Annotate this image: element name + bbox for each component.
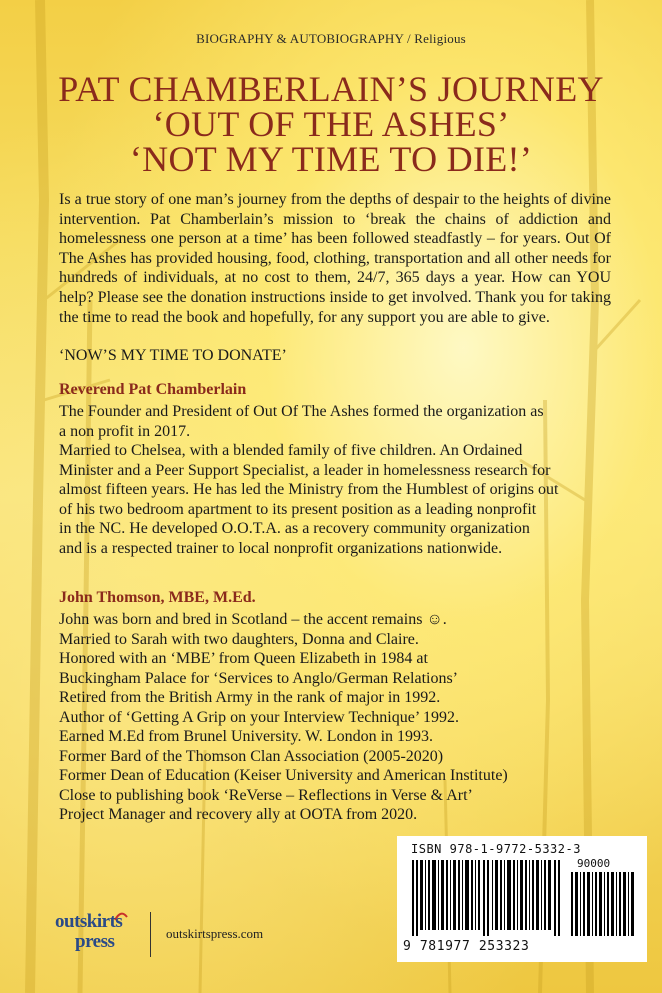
logo-divider [150, 912, 151, 957]
blurb-text: Is a true story of one man’s journey from the depths of despair to the heights of divine intervention. Pat Chamberlain’s mission to ‘break the chains of addiction and homelessness one person at a time’ has been followed steadfastly – for years. Out Of The Ashes has provided housing, food, clothing, transportation and all other needs for hundreds of individuals, at no cost to them, 24/7, 365 days a year. How can YOU help? Please see the donation instructions inside to get involved. Thank you for taking the time to read the book and hopefully, for any support you are able to give. [59, 191, 611, 326]
bio-line: Retired from the British Army in the rank of major in 1992. [59, 689, 441, 706]
bio-line: Minister and a Peer Support Specialist, a leader in homelessness research for [59, 461, 551, 479]
bio-line: Married to Chelsea, with a blended family of five children. An Ordained [59, 442, 523, 459]
barcode-icon [412, 860, 562, 936]
bio-line: John was born and bred in Scotland – the accent remains ☺. [59, 611, 447, 628]
title-line-2: ‘OUT OF THE ASHES’ [152, 104, 510, 144]
bio-text-pat [59, 402, 619, 558]
logo-text-bottom: press [75, 931, 115, 952]
barcode-addon-icon [571, 866, 635, 936]
publisher-logo [55, 911, 145, 963]
ean-number: 9 781977 253323 [403, 939, 530, 954]
bio-line: Author of ‘Getting A Grip on your Interview Technique’ 1992. [59, 708, 459, 726]
bio-line: and is a respected trainer to local nonprofit organizations nationwide. [59, 539, 503, 557]
bio-line: The Founder and President of Out Of The Ashes formed the organization as [59, 403, 544, 420]
bio-line: almost fifteen years. He has led the Ministry from the Humblest of origins out [59, 481, 559, 498]
bio-line: Buckingham Palace for ‘Services to Anglo/German Relations’ [59, 669, 459, 687]
bio-line: in the NC. He developed O.O.T.A. as a recovery community organization [59, 520, 530, 537]
book-title [0, 69, 662, 179]
title-line-3: ‘NOT MY TIME TO DIE!’ [129, 139, 533, 179]
book-category: BIOGRAPHY & AUTOBIOGRAPHY / Religious [196, 31, 466, 46]
blurb-call-to-action: ‘NOW’S MY TIME TO DONATE’ [59, 347, 287, 364]
bio-line: Married to Sarah with two daughters, Donna and Claire. [59, 630, 419, 648]
bio-line: a non profit in 2017. [59, 422, 191, 440]
title-line-1: PAT CHAMBERLAIN’S JOURNEY [58, 69, 604, 109]
logo-text-top: outskirts [55, 911, 123, 932]
bio-line: Earned M.Ed from Brunel University. W. London in 1993. [59, 728, 434, 745]
bio-heading-pat: Reverend Pat Chamberlain [59, 381, 247, 398]
isbn-barcode [397, 836, 647, 962]
publisher-url: outskirtspress.com [166, 926, 264, 941]
bio-line: Close to publishing book ‘ReVerse – Reflections in Verse & Art’ [59, 786, 473, 804]
bio-text-john [59, 610, 619, 825]
isbn-number: ISBN 978-1-9772-5332-3 [411, 842, 581, 856]
bio-line: of his two bedroom apartment to its present position as a leading nonprofit [59, 500, 537, 518]
bio-line: Former Dean of Education (Keiser University and American Institute) [59, 767, 508, 784]
bio-heading-john: John Thomson, MBE, M.Ed. [59, 589, 256, 606]
bio-line: Former Bard of the Thomson Clan Association (2005-2020) [59, 747, 444, 765]
barcode-addon-number: 90000 [577, 857, 611, 870]
bio-line: Honored with an ‘MBE’ from Queen Elizabeth in 1984 at [59, 650, 428, 667]
bio-line: Project Manager and recovery ally at OOTA from 2020. [59, 806, 418, 823]
